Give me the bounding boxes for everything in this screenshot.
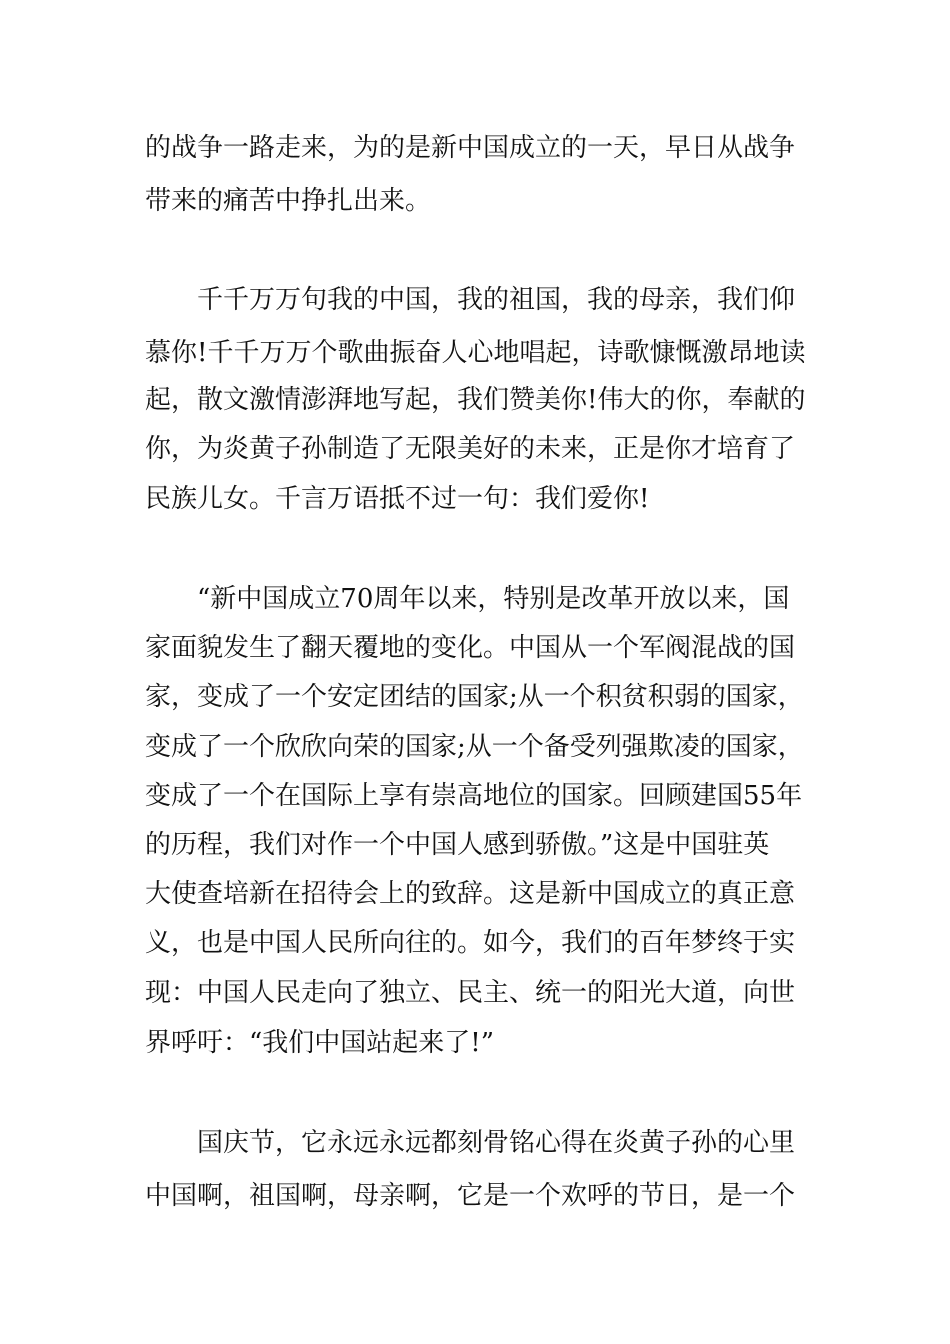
- paragraph-3-line-7: 大使查培新在招待会上的致辞。这是新中国成立的真正意: [145, 879, 796, 909]
- paragraph-2-line-1: 千千万万句我的中国，我的祖国，我的母亲，我们仰: [197, 285, 796, 315]
- paragraph-3-line-4: 变成了一个欣欣向荣的国家;从一个备受列强欺凌的国家，: [145, 732, 804, 762]
- paragraph-3-line-9: 现：中国人民走向了独立、民主、统一的阳光大道，向世: [145, 978, 796, 1008]
- paragraph-3-line-2: 家面貌发生了翻天覆地的变化。中国从一个军阀混战的国: [145, 633, 796, 663]
- paragraph-3-line-5: 变成了一个在国际上享有崇高地位的国家。回顾建国55年: [145, 781, 803, 811]
- paragraph-4-line-2: 中国啊，祖国啊，母亲啊，它是一个欢呼的节日，是一个: [145, 1181, 796, 1211]
- paragraph-1-line-2: 带来的痛苦中挣扎出来。: [145, 186, 432, 216]
- paragraph-4-line-1: 国庆节，它永远永远都刻骨铭心得在炎黄子孙的心里: [197, 1128, 796, 1158]
- paragraph-3-line-10: 界呼吁：“我们中国站起来了!”: [145, 1028, 495, 1058]
- paragraph-3-line-6: 的历程，我们对作一个中国人感到骄傲。”这是中国驻英: [145, 830, 770, 860]
- paragraph-2-line-4: 你，为炎黄子孙制造了无限美好的未来，正是你才培育了: [145, 434, 796, 464]
- paragraph-3-line-1: “新中国成立70周年以来，特别是改革开放以来，国: [197, 584, 790, 614]
- paragraph-2-line-5: 民族儿女。千言万语抵不过一句：我们爱你!: [145, 484, 650, 514]
- paragraph-1-line-1: 的战争一路走来，为的是新中国成立的一天，早日从战争: [145, 133, 796, 163]
- paragraph-2-line-2: 慕你!千千万万个歌曲振奋人心地唱起，诗歌慷慨激昂地读: [145, 338, 806, 368]
- paragraph-2-line-3: 起，散文激情澎湃地写起，我们赞美你!伟大的你，奉献的: [145, 385, 806, 415]
- paragraph-3-line-8: 义，也是中国人民所向往的。如今，我们的百年梦终于实: [145, 928, 796, 958]
- paragraph-3-line-3: 家，变成了一个安定团结的国家;从一个积贫积弱的国家，: [145, 682, 804, 712]
